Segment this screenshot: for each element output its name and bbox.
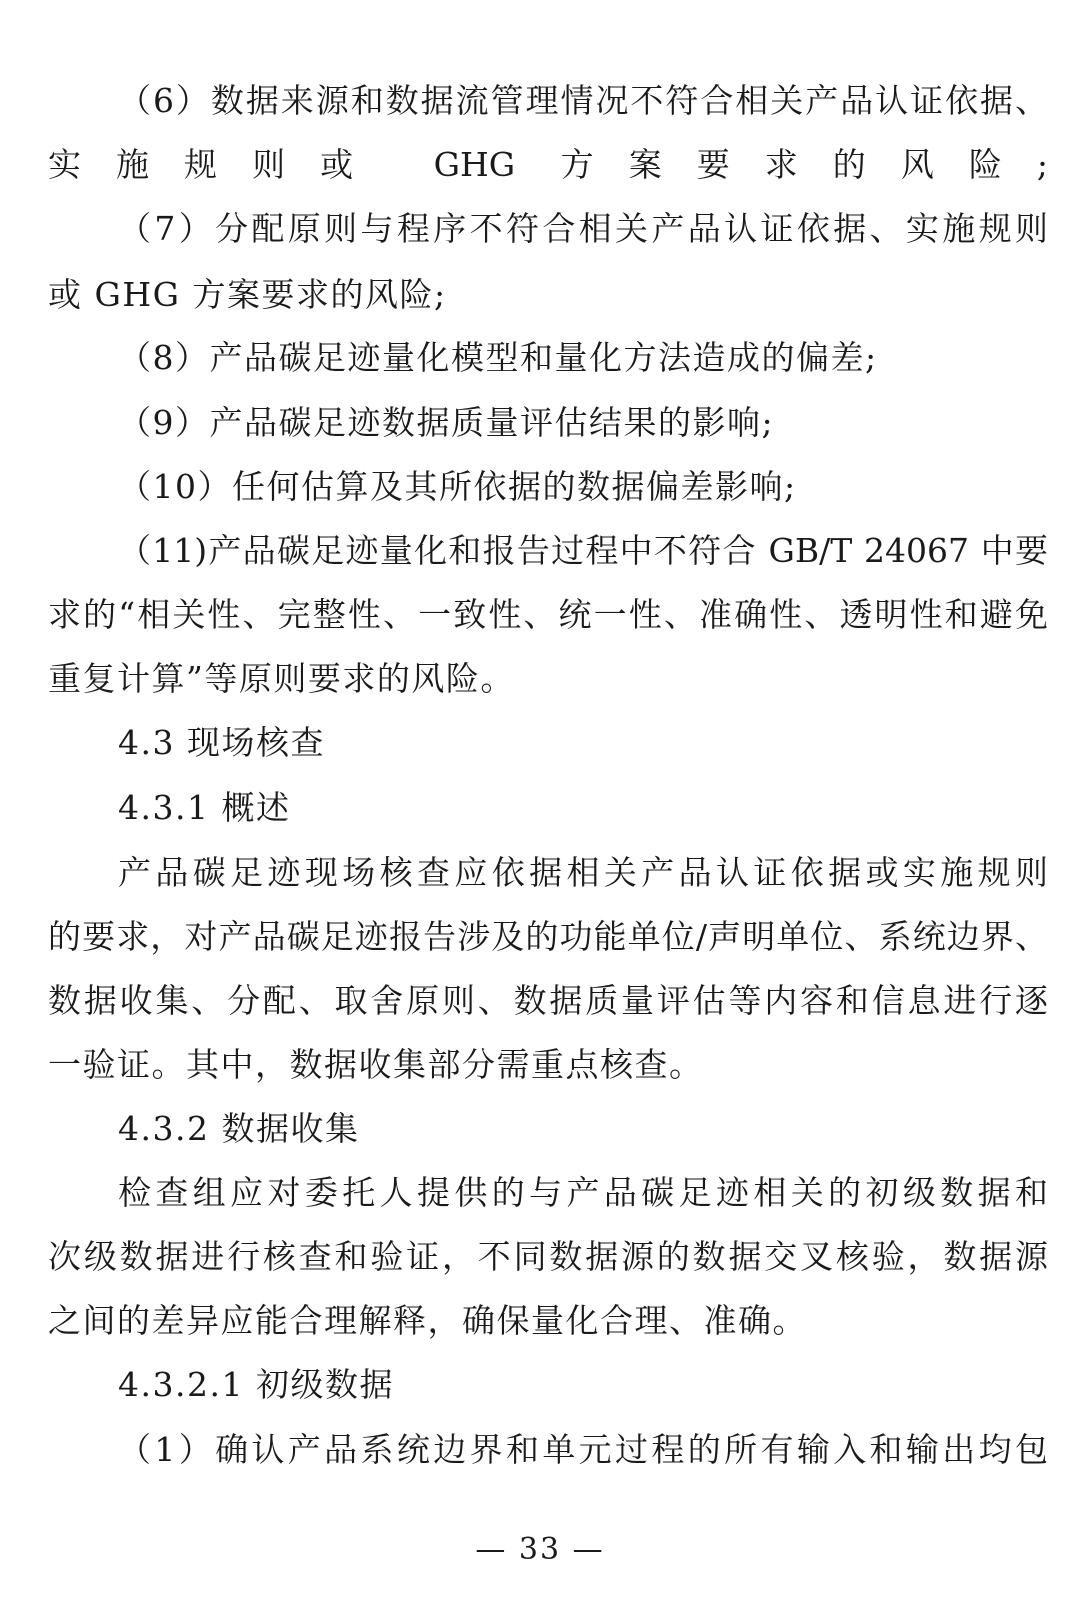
text-line: 产品碳足迹现场核查应依据相关产品认证依据或实施规则 [118, 853, 1048, 892]
page-number: — 33 — [475, 1532, 605, 1567]
section-heading-4-3-2-1: 4.3.2.1 初级数据 [118, 1365, 394, 1404]
text-line: 的要求，对产品碳足迹报告涉及的功能单位/声明单位、系统边界、 [48, 917, 1048, 956]
section-heading-4-3-1: 4.3.1 概述 [118, 788, 291, 827]
text-line: 一验证。其中，数据收集部分需重点核查。 [48, 1045, 704, 1084]
text-line: 之间的差异应能合理解释，确保量化合理、准确。 [48, 1301, 807, 1340]
section-heading-4-3: 4.3 现场核查 [118, 723, 325, 762]
text-line: （11)产品碳足迹量化和报告过程中不符合 GB/T 24067 中要 [118, 531, 1048, 570]
text-line: （10）任何估算及其所依据的数据偏差影响; [118, 467, 797, 506]
text-line: （8）产品碳足迹量化模型和量化方法造成的偏差; [118, 338, 878, 377]
text-line: （9）产品碳足迹数据质量评估结果的影响; [118, 403, 775, 442]
text-line: （6）数据来源和数据流管理情况不符合相关产品认证依据、 [118, 81, 1048, 120]
text-line: （7）分配原则与程序不符合相关产品认证依据、实施规则 [118, 209, 1048, 248]
text-line: 求的“相关性、完整性、一致性、统一性、准确性、透明性和避免 [48, 595, 1048, 634]
text-line: 检查组应对委托人提供的与产品碳足迹相关的初级数据和 [118, 1173, 1048, 1212]
section-heading-4-3-2: 4.3.2 数据收集 [118, 1109, 360, 1148]
text-line: 数据收集、分配、取舍原则、数据质量评估等内容和信息进行逐 [48, 981, 1048, 1020]
text-line: （1）确认产品系统边界和单元过程的所有输入和输出均包 [118, 1430, 1048, 1469]
text-line: 重复计算”等原则要求的风险。 [48, 659, 515, 698]
text-line: 实施规则或 GHG 方案要求的风险; [48, 145, 1048, 184]
text-line: 或 GHG 方案要求的风险; [48, 275, 447, 314]
text-line: 次级数据进行核查和验证，不同数据源的数据交叉核验，数据源 [48, 1237, 1048, 1276]
